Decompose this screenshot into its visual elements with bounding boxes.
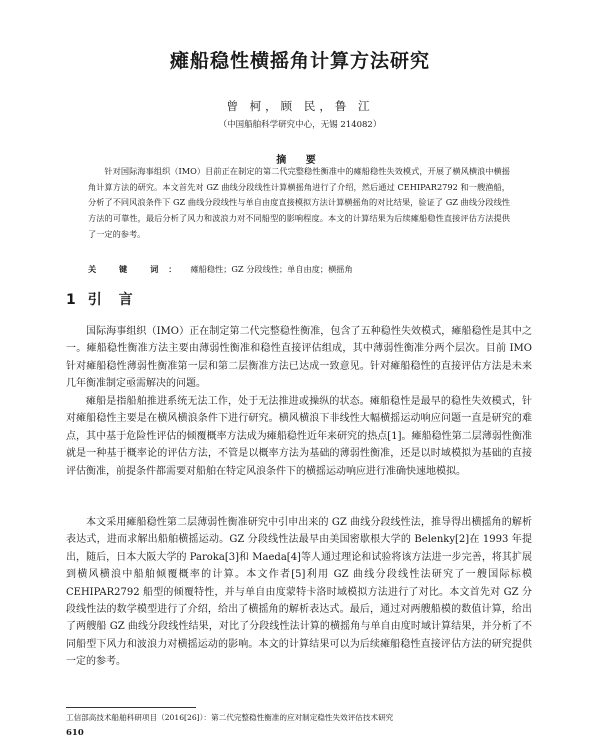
body-paragraph — [66, 514, 532, 671]
author-list: 曾 柯，顾 民，鲁 江 — [226, 99, 374, 113]
section-title: 引 言 — [87, 292, 139, 308]
keywords-value: 瘫船稳性；GZ 分段线性；单自由度；横摇角 — [190, 264, 353, 274]
body-paragraph — [66, 323, 532, 393]
footnote-divider — [66, 707, 196, 708]
keywords-label: 关 键 词： — [88, 264, 187, 274]
section-number: 1 — [66, 292, 76, 308]
section-heading — [66, 289, 139, 309]
paragraph-text: 国际海事组织（IMO）正在制定第二代完整稳性衡准，包含了五种稳性失效模式，瘫船稳性是其中之一。瘫船稳性衡准方法主要由薄弱性衡准和稳性直接评估组成，其中薄弱性衡准分两个层次。目前 IMO 针对瘫船稳性薄弱性衡准第一层和第二层衡准方法已达成一致意见。针对瘫船稳性的直接评估方法是未来几年衡准制定亟需解决的问题。 — [66, 326, 532, 390]
paper-title: 瘫船稳性横摇角计算方法研究 — [169, 50, 430, 72]
paragraph-text: 本文采用瘫船稳性第二层薄弱性衡准研究中引申出来的 GZ 曲线分段线性法，推导得出横摇角的解析表达式，进而求解出船舶横摇运动。GZ 分段线性法最早由美国密歇根大学的 Belenky[2]在 1993 年提出，随后，日本大阪大学的 Paroka[3]和 Maeda[4]等人通过理论和试验将该方法进一步完善，将其扩展到横风横浪中船舶倾覆概率的计算。本文作者[5]利用 GZ 曲线分段线性法研究了一艘国际标模 CEHIPAR2792 船型的倾覆特性，并与单自由度蒙特卡洛时域模拟方法进行了对比。本文首先对 GZ 分段线性法的数学模型进行了介绍，给出了横摇角的解析表达式。最后，通过对两艘船模的数值计算，给出了两艘船 GZ 曲线分段线性结果，对比了分段线性法计算的横摇角与单自由度时域计算结果，并分析了不同船型下风力和波浪力对横摇运动的影响。本文的计算结果可以为后续瘫船稳性直接评估方法的研究提供一定的参考。 — [66, 517, 532, 668]
keywords-line — [88, 264, 518, 275]
abstract-text: 针对国际海事组织（IMO）目前正在制定的第二代完整稳性衡准中的瘫船稳性失效模式，开展了横风横浪中横摇角计算方法的研究。本文首先对 GZ 曲线分段线性计算横摇角进行了介绍，然后通过 CEHIPAR2792 和一艘渔船，分析了不同风浪条件下 GZ 曲线分段线性与单自由度直接模拟方法计算横摇角的对比结果，验证了 GZ 曲线分段线性方法的可靠性，最后分析了风力和波浪力对不同船型的影响程度。本文的计算结果为后续瘫船稳性直接评估方法提供了一定的参考。 — [88, 166, 510, 239]
paragraph-text: 瘫船是指船舶推进系统无法工作，处于无法推进或操纵的状态。瘫船稳性是最早的稳性失效模式，针对瘫船稳性主要是在横风横浪条件下进行研究。横风横浪下非线性大幅横摇运动响应问题一直是研究的难点，其中基于危险性评估的倾覆概率方法成为瘫船稳性近年来研究的热点[1]。瘫船稳性第二层薄弱性衡准就是一种基于概率论的评估方法，不管是以概率方法为基础的薄弱性衡准，还是以时域模拟为基础的直接评估衡准，前提条件都需要对船舶在特定风浪条件下的横摇运动响应进行准确快速地模拟。 — [66, 396, 532, 477]
affiliation: （中国船舶科学研究中心，无锡 214082） — [218, 120, 382, 130]
footnote: 工信部高技术船舶科研项目（2016[26]）：第二代完整稳性衡准的应对制定稳性失效评估技术研究 — [66, 713, 394, 722]
abstract-heading: 摘 要 — [276, 155, 324, 166]
page-number: 610 — [66, 728, 84, 738]
body-paragraph — [66, 393, 532, 480]
